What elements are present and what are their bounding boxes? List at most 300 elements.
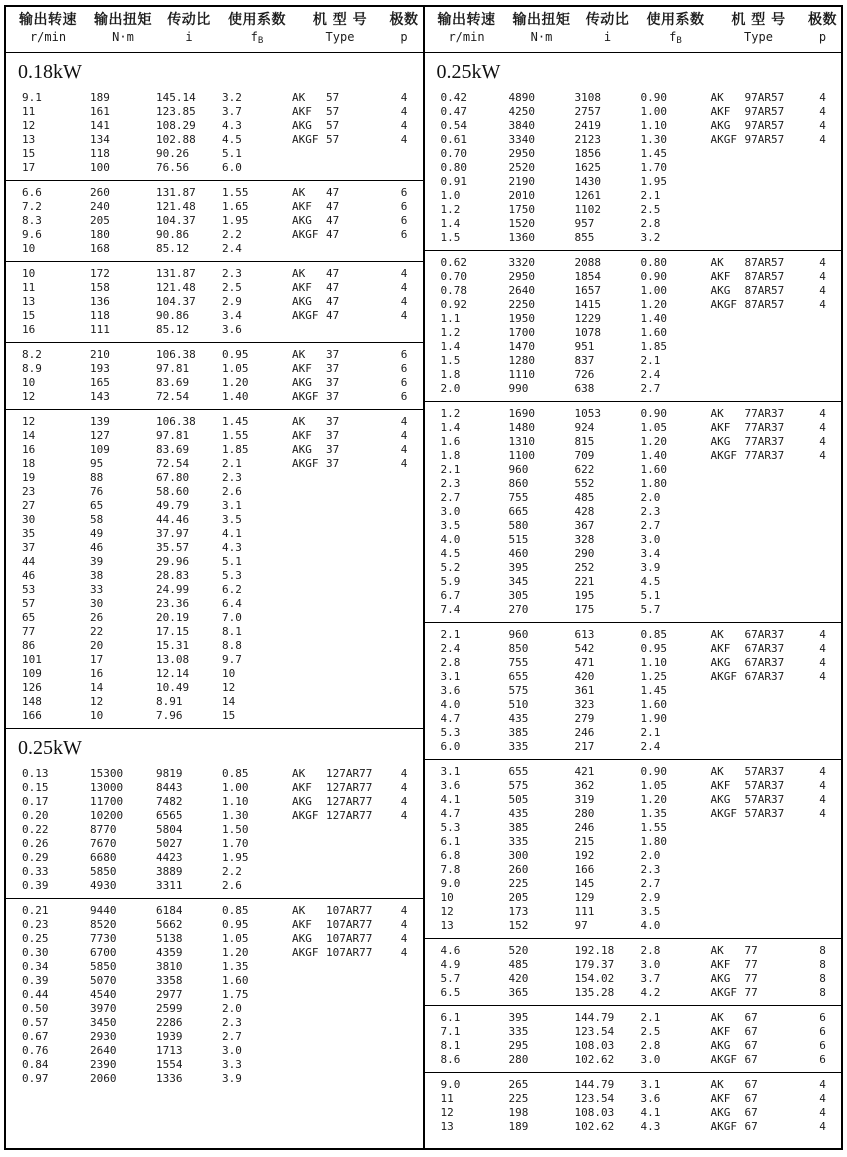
torque-cell: 5850 (90, 960, 117, 973)
fb-cell: 15 (222, 709, 236, 722)
type-cell (711, 340, 807, 354)
ratio-cell: 17.15 (156, 625, 190, 638)
torque-cell: 39 (90, 555, 104, 568)
type-cell (292, 376, 388, 390)
speed-cell: 53 (22, 583, 36, 596)
ratio-cell: 67.80 (156, 471, 190, 484)
type-cell (711, 628, 807, 642)
fb-cell: 4.1 (222, 527, 242, 540)
table-row (425, 905, 842, 919)
fb-cell: 1.40 (640, 312, 667, 325)
table-row (425, 575, 842, 589)
type-cell (292, 309, 388, 323)
type-cell (711, 463, 807, 477)
table-row (425, 326, 842, 340)
type-prefix: AKGF (710, 298, 737, 311)
table-row (6, 904, 423, 918)
fb-cell: 5.7 (640, 603, 661, 616)
ratio-cell: 13.08 (156, 653, 190, 666)
type-cell (292, 611, 388, 625)
table-row (6, 485, 423, 499)
poles-cell (388, 865, 420, 879)
type-prefix: AKGF (710, 133, 737, 146)
torque-cell: 3450 (90, 1016, 117, 1029)
fb-cell: 2.3 (640, 505, 661, 518)
torque-cell: 95 (90, 457, 104, 470)
torque-cell: 335 (508, 835, 529, 848)
table-row (425, 340, 842, 354)
torque-cell: 5850 (90, 865, 117, 878)
speed-cell: 12 (22, 415, 36, 428)
table-row (425, 765, 842, 779)
model-group (425, 759, 842, 938)
table-row (425, 382, 842, 396)
type-model: 37 (326, 390, 340, 403)
ratio-cell: 12.14 (156, 667, 190, 680)
table-row (6, 851, 423, 865)
fb-cell: 1.10 (222, 795, 249, 808)
speed-cell: 0.21 (22, 904, 49, 917)
table-row (6, 611, 423, 625)
torque-cell: 1700 (508, 326, 535, 339)
torque-cell: 173 (508, 905, 529, 918)
torque-cell: 58 (90, 513, 104, 526)
torque-cell: 12 (90, 695, 104, 708)
table-row (6, 457, 423, 471)
fb-cell: 0.90 (640, 270, 667, 283)
type-cell (711, 670, 807, 684)
poles-cell (388, 1002, 420, 1016)
poles-cell: 4 (400, 932, 408, 945)
header-en (509, 30, 575, 44)
speed-cell: 4.7 (440, 712, 461, 725)
table-row (425, 368, 842, 382)
ratio-cell: 638 (574, 382, 595, 395)
ratio-cell: 104.37 (156, 295, 196, 308)
poles-cell (388, 709, 420, 723)
type-cell (711, 1011, 807, 1025)
type-model: 67 (744, 1120, 758, 1133)
type-model: 57AR37 (744, 765, 785, 778)
torque-cell: 280 (508, 1053, 529, 1066)
type-cell (711, 807, 807, 821)
torque-cell: 3840 (508, 119, 535, 132)
type-model: 77AR37 (744, 449, 785, 462)
speed-cell: 12 (22, 119, 36, 132)
fb-cell: 0.80 (640, 256, 667, 269)
table-row (6, 499, 423, 513)
type-prefix: AK (710, 407, 724, 420)
fb-cell: 1.35 (222, 960, 249, 973)
header-zh: 使用系数 (228, 12, 286, 28)
ratio-cell: 1415 (574, 298, 601, 311)
table-row (425, 684, 842, 698)
ratio-cell: 24.99 (156, 583, 190, 596)
type-model: 67AR37 (744, 656, 785, 669)
type-model: 67AR37 (744, 628, 785, 641)
poles-cell: 4 (819, 133, 826, 146)
speed-cell: 166 (22, 709, 42, 722)
type-prefix: AKGF (292, 133, 319, 146)
table-row (6, 133, 423, 147)
speed-cell: 12 (22, 390, 36, 403)
ratio-cell: 3311 (156, 879, 183, 892)
speed-cell: 0.20 (22, 809, 49, 822)
type-model: 67 (744, 1053, 758, 1066)
torque-cell: 198 (508, 1106, 529, 1119)
model-group (6, 261, 423, 342)
speed-cell: 5.7 (440, 972, 461, 985)
type-cell (711, 765, 807, 779)
header-en (641, 30, 711, 48)
fb-cell: 4.5 (222, 133, 242, 146)
table-row (6, 91, 423, 105)
fb-cell: 4.5 (640, 575, 661, 588)
torque-cell: 127 (90, 429, 110, 442)
poles-cell (807, 698, 839, 712)
ratio-cell: 924 (574, 421, 595, 434)
header-service-factor (222, 12, 292, 48)
fb-cell: 3.1 (640, 1078, 661, 1091)
ratio-cell: 280 (574, 807, 595, 820)
fb-cell: 2.7 (222, 1030, 242, 1043)
ratio-cell: 3358 (156, 974, 183, 987)
fb-cell: 1.60 (222, 974, 249, 987)
type-prefix: AKG (710, 435, 731, 448)
poles-cell: 4 (819, 807, 826, 820)
fb-cell: 3.3 (222, 1058, 242, 1071)
type-cell (292, 527, 388, 541)
speed-cell: 0.26 (22, 837, 49, 850)
table-row (6, 653, 423, 667)
type-model: 77AR37 (744, 421, 785, 434)
type-cell (711, 821, 807, 835)
header-zh: 输出扭矩 (512, 12, 571, 28)
type-cell (711, 491, 807, 505)
table-row (6, 443, 423, 457)
table-row (425, 1106, 842, 1120)
poles-cell (388, 569, 420, 583)
table-row (6, 695, 423, 709)
torque-cell: 1110 (508, 368, 535, 381)
type-prefix: AKF (292, 429, 312, 442)
table-row (425, 491, 842, 505)
type-cell (292, 695, 388, 709)
ratio-cell: 9819 (156, 767, 183, 780)
type-model: 47 (326, 200, 340, 213)
speed-cell: 9.0 (440, 1078, 461, 1091)
ratio-cell: 131.87 (156, 267, 196, 280)
type-cell (711, 477, 807, 491)
type-cell (292, 1016, 388, 1030)
fb-cell: 1.70 (640, 161, 667, 174)
table-row (425, 354, 842, 368)
speed-cell: 0.42 (440, 91, 467, 104)
fb-cell: 2.3 (640, 863, 661, 876)
poles-cell (388, 1072, 420, 1086)
torque-cell: 205 (508, 891, 529, 904)
table-row (6, 242, 423, 256)
speed-cell: 0.13 (22, 767, 49, 780)
poles-cell: 4 (400, 809, 408, 822)
type-cell (711, 407, 807, 421)
poles-cell (807, 203, 839, 217)
type-prefix: AKGF (710, 449, 737, 462)
poles-cell (388, 597, 420, 611)
torque-cell: 5070 (90, 974, 117, 987)
header-zh: 机 型 号 (312, 12, 368, 28)
table-row (6, 809, 423, 823)
poles-cell: 4 (819, 407, 826, 420)
table-header (6, 7, 423, 53)
poles-cell (807, 189, 839, 203)
type-prefix: AKG (292, 376, 312, 389)
type-prefix: AKF (292, 781, 312, 794)
ratio-cell: 613 (574, 628, 595, 641)
header-en (222, 30, 292, 48)
torque-cell: 180 (90, 228, 110, 241)
table-row (6, 390, 423, 404)
poles-cell (807, 231, 839, 245)
ratio-cell: 4359 (156, 946, 183, 959)
torque-cell: 4930 (90, 879, 117, 892)
table-row (425, 312, 842, 326)
type-cell (292, 851, 388, 865)
table-row (425, 561, 842, 575)
fb-cell: 1.55 (640, 821, 667, 834)
torque-cell: 13000 (90, 781, 124, 794)
fb-cell: 2.1 (640, 726, 661, 739)
torque-cell: 134 (90, 133, 110, 146)
table-row (6, 471, 423, 485)
ratio-cell: 7482 (156, 795, 183, 808)
fb-cell: 3.1 (222, 499, 242, 512)
type-prefix: AKF (710, 421, 731, 434)
ratio-cell: 166 (574, 863, 595, 876)
poles-cell: 6 (819, 1039, 826, 1052)
speed-cell: 0.70 (440, 270, 467, 283)
ratio-cell: 123.85 (156, 105, 196, 118)
torque-cell: 305 (508, 589, 529, 602)
fb-cell: 3.6 (222, 323, 242, 336)
poles-cell: 6 (400, 214, 408, 227)
poles-cell: 4 (400, 415, 408, 428)
poles-cell: 4 (819, 1078, 826, 1091)
ratio-cell: 195 (574, 589, 595, 602)
ratio-cell: 362 (574, 779, 595, 792)
type-model: 127AR77 (326, 781, 373, 794)
type-cell (711, 642, 807, 656)
ratio-cell: 420 (574, 670, 595, 683)
type-cell (292, 639, 388, 653)
table-row (6, 214, 423, 228)
poles-cell (807, 603, 839, 617)
speed-cell: 12 (440, 1106, 454, 1119)
ratio-cell: 5138 (156, 932, 183, 945)
type-cell (711, 958, 807, 972)
poles-cell: 4 (819, 779, 826, 792)
type-cell (711, 175, 807, 189)
table-row (6, 161, 423, 175)
fb-cell: 2.3 (222, 267, 242, 280)
ratio-cell: 622 (574, 463, 595, 476)
ratio-cell: 5662 (156, 918, 183, 931)
fb-cell: 2.2 (222, 865, 242, 878)
type-cell (711, 575, 807, 589)
type-prefix: AKF (292, 918, 312, 931)
speed-cell: 1.2 (440, 407, 461, 420)
ratio-cell: 97.81 (156, 362, 190, 375)
type-model: 107AR77 (326, 932, 373, 945)
header-unit: N·m (530, 30, 553, 44)
poles-cell (807, 477, 839, 491)
type-cell (292, 904, 388, 918)
ratio-cell: 215 (574, 835, 595, 848)
table-row (425, 477, 842, 491)
speed-cell: 37 (22, 541, 36, 554)
torque-cell: 205 (90, 214, 110, 227)
speed-cell: 10 (22, 242, 36, 255)
torque-cell: 22 (90, 625, 104, 638)
poles-cell (807, 175, 839, 189)
fb-cell: 1.95 (222, 851, 249, 864)
type-cell (711, 1120, 807, 1134)
ratio-cell: 90.26 (156, 147, 190, 160)
ratio-cell: 102.88 (156, 133, 196, 146)
table-row (6, 295, 423, 309)
table-row (425, 435, 842, 449)
speed-cell: 4.1 (440, 793, 461, 806)
type-cell (292, 228, 388, 242)
type-cell (292, 555, 388, 569)
type-cell (292, 767, 388, 781)
type-prefix: AKF (710, 270, 731, 283)
ratio-cell: 837 (574, 354, 595, 367)
type-cell (292, 200, 388, 214)
header-poles (388, 12, 420, 48)
type-cell (292, 946, 388, 960)
torque-cell: 38 (90, 569, 104, 582)
right-column (425, 7, 842, 1148)
type-model: 97AR57 (744, 119, 785, 132)
ratio-cell: 361 (574, 684, 595, 697)
fb-cell: 1.10 (640, 656, 667, 669)
type-model: 67 (744, 1011, 758, 1024)
poles-cell (807, 712, 839, 726)
type-prefix: AK (710, 944, 724, 957)
header-zh: 极数 (808, 12, 837, 28)
table-row (425, 1039, 842, 1053)
ratio-cell: 144.79 (574, 1011, 615, 1024)
table-row (6, 323, 423, 337)
torque-cell: 385 (508, 726, 529, 739)
header-en (575, 30, 641, 44)
torque-cell: 1480 (508, 421, 535, 434)
table-row (6, 1044, 423, 1058)
type-model: 37 (326, 348, 340, 361)
model-group (6, 762, 423, 898)
type-prefix: AK (292, 348, 306, 361)
fb-cell: 1.25 (640, 670, 667, 683)
fb-cell: 2.5 (640, 203, 661, 216)
type-cell (711, 561, 807, 575)
fb-cell: 1.85 (222, 443, 249, 456)
ratio-cell: 90.86 (156, 309, 190, 322)
torque-cell: 10 (90, 709, 104, 722)
speed-cell: 5.3 (440, 821, 461, 834)
type-model: 107AR77 (326, 918, 373, 931)
speed-cell: 4.5 (440, 547, 461, 560)
ratio-cell: 111 (574, 905, 595, 918)
ratio-cell: 367 (574, 519, 595, 532)
type-cell (292, 918, 388, 932)
poles-cell (807, 919, 839, 933)
type-cell (292, 147, 388, 161)
poles-cell (807, 905, 839, 919)
header-unit: i (185, 30, 193, 44)
fb-cell: 4.3 (640, 1120, 661, 1133)
table-row (425, 712, 842, 726)
type-model: 47 (326, 186, 340, 199)
type-model: 107AR77 (326, 904, 373, 917)
fb-cell: 5.1 (222, 147, 242, 160)
poles-cell (807, 326, 839, 340)
type-model: 47 (326, 295, 340, 308)
table-row (6, 667, 423, 681)
fb-cell: 4.3 (222, 541, 242, 554)
fb-cell: 2.6 (222, 879, 242, 892)
type-cell (711, 835, 807, 849)
torque-cell: 139 (90, 415, 110, 428)
type-cell (711, 105, 807, 119)
poles-cell (807, 863, 839, 877)
ratio-cell: 123.54 (574, 1025, 615, 1038)
torque-cell: 189 (508, 1120, 529, 1133)
ratio-cell: 319 (574, 793, 595, 806)
type-cell (711, 726, 807, 740)
poles-cell: 8 (819, 972, 826, 985)
ratio-cell: 72.54 (156, 390, 190, 403)
header-unit: Type (744, 30, 773, 44)
speed-cell: 6.1 (440, 835, 461, 848)
ratio-cell: 815 (574, 435, 595, 448)
torque-cell: 420 (508, 972, 529, 985)
torque-cell: 2950 (508, 270, 535, 283)
torque-cell: 6700 (90, 946, 117, 959)
torque-cell: 655 (508, 765, 529, 778)
speed-cell: 1.2 (440, 203, 461, 216)
fb-cell: 8.1 (222, 625, 242, 638)
table-row (6, 527, 423, 541)
ratio-cell: 217 (574, 740, 595, 753)
poles-cell (388, 681, 420, 695)
table-row (6, 781, 423, 795)
poles-cell: 4 (819, 765, 826, 778)
speed-cell: 23 (22, 485, 36, 498)
table-row (425, 891, 842, 905)
fb-cell: 1.80 (640, 835, 667, 848)
fb-cell: 6.0 (222, 161, 242, 174)
type-cell (292, 362, 388, 376)
type-cell (292, 348, 388, 362)
model-group (425, 250, 842, 401)
torque-cell: 1690 (508, 407, 535, 420)
fb-cell: 8.8 (222, 639, 242, 652)
type-model: 67 (744, 1025, 758, 1038)
type-prefix: AK (292, 415, 306, 428)
table-row (425, 175, 842, 189)
ratio-cell: 428 (574, 505, 595, 518)
